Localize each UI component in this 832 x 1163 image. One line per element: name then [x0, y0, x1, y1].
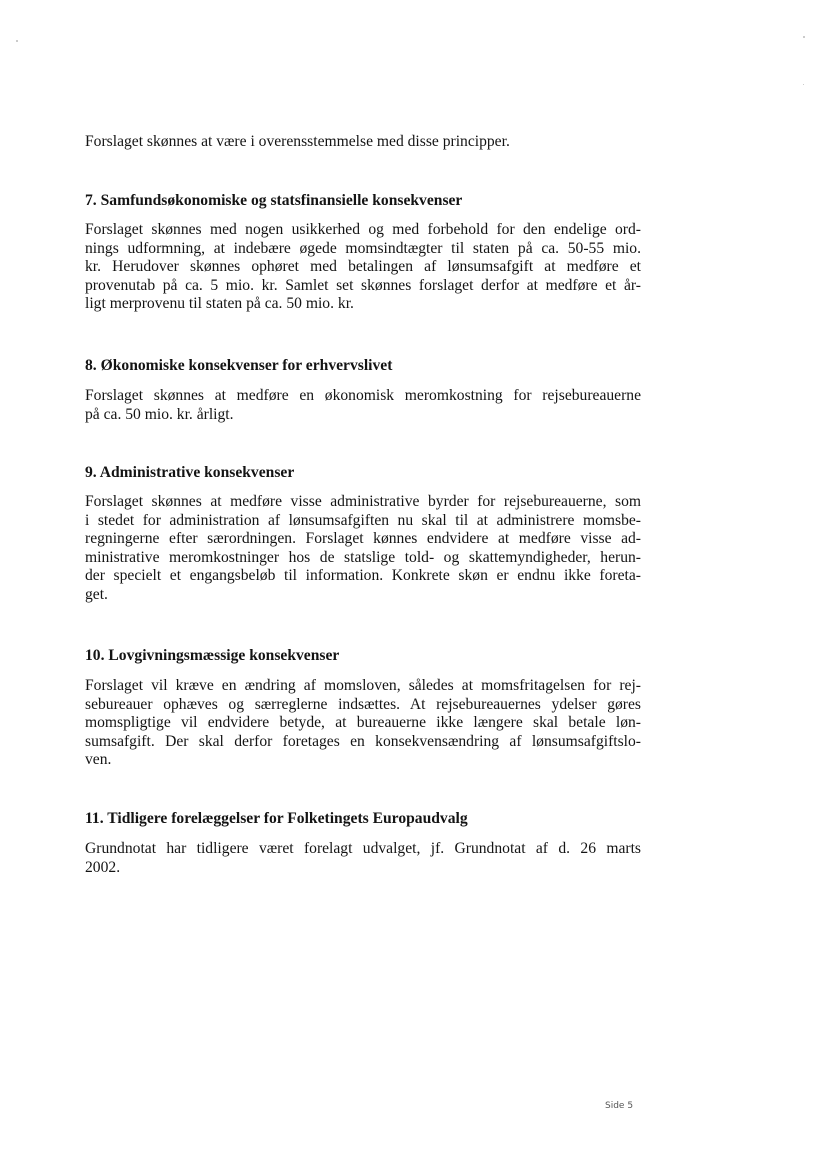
paragraph-line: nings udformning, at indebære øgede momsindtægter til staten på ca. 50-55 mio.	[85, 239, 641, 257]
paragraph-line: på ca. 50 mio. kr. årligt.	[85, 405, 234, 423]
section-title: Lovgivningsmæssige konsekvenser	[108, 647, 340, 664]
section-9-paragraph	[85, 493, 641, 604]
paragraph-line: Forslaget skønnes med nogen usikkerhed og med forbehold for den endelige ord-	[85, 221, 641, 238]
section-7-paragraph	[85, 221, 641, 314]
paragraph-line: Forslaget skønnes at medføre en økonomisk meromkostning for rejsebureauerne	[85, 387, 641, 404]
section-8-paragraph	[85, 387, 641, 424]
section-10-paragraph	[85, 677, 641, 770]
paragraph-line: i stedet for administration af lønsumsafgiften nu skal til at administrere momsbe-	[85, 511, 641, 529]
section-title: Økonomiske konsekvenser for erhvervslivet	[100, 357, 393, 374]
section-7-heading	[85, 191, 462, 210]
scan-speck	[803, 36, 805, 38]
paragraph-line: ligt merprovenu til staten på ca. 50 mio. kr.	[85, 295, 354, 312]
paragraph-line: provenutab på ca. 5 mio. kr. Samlet set skønnes forslaget derfor at medføre et år-	[85, 276, 641, 294]
section-number: 9.	[85, 464, 97, 481]
paragraph-line: Forslaget skønnes at være i overensstemmelse med disse principper.	[85, 133, 510, 150]
section-11-paragraph	[85, 840, 641, 877]
section-number: 7.	[85, 192, 97, 209]
scan-speck	[803, 84, 804, 85]
paragraph-line: ven.	[85, 751, 112, 768]
paragraph-line: ministrative meromkostninger hos de statslige told- og skattemyndigheder, herun-	[85, 548, 641, 566]
paragraph-line: kr. Herudover skønnes ophøret med betalingen af lønsumsafgift at medføre et	[85, 258, 641, 275]
section-title: Samfundsøkonomiske og statsfinansielle konsekvenser	[100, 192, 463, 209]
page-number: Side 5	[605, 1101, 634, 1111]
paragraph-line: sebureauer ophæves og særreglerne indsættes. At rejsebureauernes ydelser gøres	[85, 695, 641, 713]
section-number: 8.	[85, 357, 97, 374]
section-11-heading	[85, 809, 468, 828]
section-title: Administrative konsekvenser	[99, 464, 295, 481]
section-title: Tidligere forelæggelser for Folketingets Europaudvalg	[107, 810, 468, 827]
paragraph-line: 2002.	[85, 858, 121, 876]
paragraph-line: sumsafgift. Der skal derfor foretages en konsekvensændring af lønsumsafgiftslo-	[85, 732, 641, 750]
paragraph-line: get.	[85, 585, 108, 603]
section-number: 10.	[85, 647, 105, 664]
paragraph-line: Forslaget vil kræve en ændring af momsloven, således at momsfritagelsen for rej-	[85, 677, 641, 694]
scan-speck	[16, 40, 18, 42]
section-10-heading	[85, 646, 339, 665]
section-9-heading	[85, 463, 294, 482]
section-number: 11.	[85, 810, 104, 827]
paragraph-line: Grundnotat har tidligere været forelagt udvalget, jf. Grundnotat af d. 26 marts	[85, 840, 641, 857]
intro-paragraph	[85, 133, 641, 152]
section-8-heading	[85, 356, 392, 375]
paragraph-line: regningerne efter særordningen. Forslaget kønnes endvidere at medføre visse ad-	[85, 530, 641, 547]
paragraph-line: momspligtige vil endvidere betyde, at bureauerne ikke længere skal betale løn-	[85, 714, 641, 731]
paragraph-line: Forslaget skønnes at medføre visse administrative byrder for rejsebureauerne, som	[85, 493, 641, 510]
paragraph-line: der specielt et engangsbeløb til information. Konkrete skøn er endnu ikke foreta-	[85, 567, 641, 584]
